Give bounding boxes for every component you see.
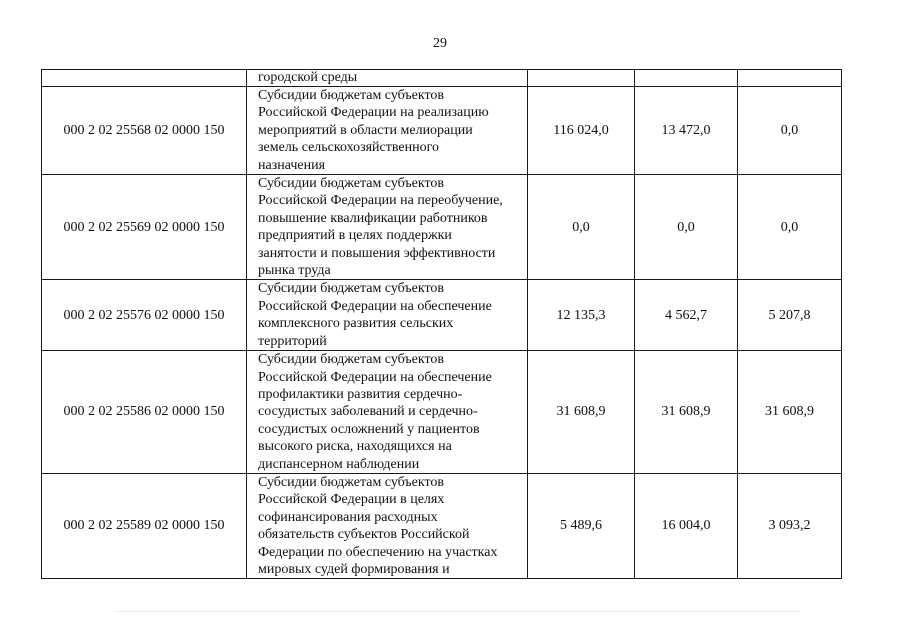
code-cell [42, 70, 247, 87]
description-line: Российской Федерации на реализацию [258, 105, 489, 121]
description-line: Субсидии бюджетам субъектов [258, 281, 445, 297]
description-line: обязательств субъектов Российской [258, 527, 470, 543]
value-cell-1: 12 135,3 [528, 280, 635, 351]
code-cell: 000 2 02 25586 02 0000 150 [42, 351, 247, 474]
description-line: повышение квалификации работников [258, 210, 488, 226]
value-cell-1: 116 024,0 [528, 87, 635, 175]
table-row [42, 87, 842, 175]
description-line: Субсидии бюджетам субъектов [258, 352, 445, 368]
description-line: Российской Федерации на обеспечение [258, 298, 492, 314]
description-cell [247, 473, 528, 578]
code-cell: 000 2 02 25569 02 0000 150 [42, 175, 247, 280]
description-line: занятости и повышения эффективности [258, 245, 496, 261]
description-line: территорий [258, 333, 327, 349]
description-line: Российской Федерации в целях [258, 492, 445, 508]
table-row [42, 351, 842, 474]
value-cell-1: 0,0 [528, 175, 635, 280]
value-cell-3: 3 093,2 [738, 473, 842, 578]
description-line: софинансирования расходных [258, 509, 438, 525]
value-cell-3: 31 608,9 [738, 351, 842, 474]
description-line: Российской Федерации на обеспечение [258, 369, 492, 385]
table-row-continuation [42, 70, 842, 87]
description-line: диспансерном наблюдении [258, 456, 420, 472]
description-line: Субсидии бюджетам субъектов [258, 176, 445, 192]
value-cell-1: 5 489,6 [528, 473, 635, 578]
description-line: мероприятий в области мелиорации [258, 122, 473, 138]
description-line: предприятий в целях поддержки [258, 228, 452, 244]
value-cell-2: 16 004,0 [635, 473, 738, 578]
description-line: сосудистых заболеваний и сердечно- [258, 404, 478, 420]
table-row [42, 473, 842, 578]
description-cell [247, 351, 528, 474]
description-line: высокого риска, находящихся на [258, 439, 452, 455]
description-line: рынка труда [258, 263, 331, 279]
description-cell [247, 280, 528, 351]
value-cell-2: 31 608,9 [635, 351, 738, 474]
value-cell-1: 31 608,9 [528, 351, 635, 474]
description-line: земель сельскохозяйственного [258, 140, 439, 156]
description-line: Субсидии бюджетам субъектов [258, 474, 445, 490]
budget-table [41, 69, 842, 579]
code-cell: 000 2 02 25568 02 0000 150 [42, 87, 247, 175]
description-line: Субсидии бюджетам субъектов [258, 88, 445, 103]
value-cell-2: 0,0 [635, 175, 738, 280]
value-cell-2 [635, 70, 738, 87]
description-cell: городской среды [247, 70, 528, 87]
description-line: сосудистых осложнений у пациентов [258, 421, 480, 437]
description-cell [247, 87, 528, 175]
value-cell-2: 4 562,7 [635, 280, 738, 351]
scan-artifact-line [115, 611, 800, 612]
description-cell [247, 175, 528, 280]
code-cell: 000 2 02 25589 02 0000 150 [42, 473, 247, 578]
description-line: комплексного развития сельских [258, 316, 454, 332]
description-line: Российской Федерации на переобучение, [258, 193, 503, 209]
value-cell-3 [738, 70, 842, 87]
description-line: Федерации по обеспечению на участках [258, 544, 498, 560]
description-line: назначения [258, 157, 326, 173]
page-number: 29 [433, 36, 447, 51]
value-cell-3: 0,0 [738, 175, 842, 280]
table-row [42, 175, 842, 280]
description-line: мировых судей формирования и [258, 561, 450, 577]
code-cell: 000 2 02 25576 02 0000 150 [42, 280, 247, 351]
value-cell-1 [528, 70, 635, 87]
value-cell-3: 0,0 [738, 87, 842, 175]
description-line: профилактики развития сердечно- [258, 386, 463, 402]
value-cell-3: 5 207,8 [738, 280, 842, 351]
table-row [42, 280, 842, 351]
value-cell-2: 13 472,0 [635, 87, 738, 175]
